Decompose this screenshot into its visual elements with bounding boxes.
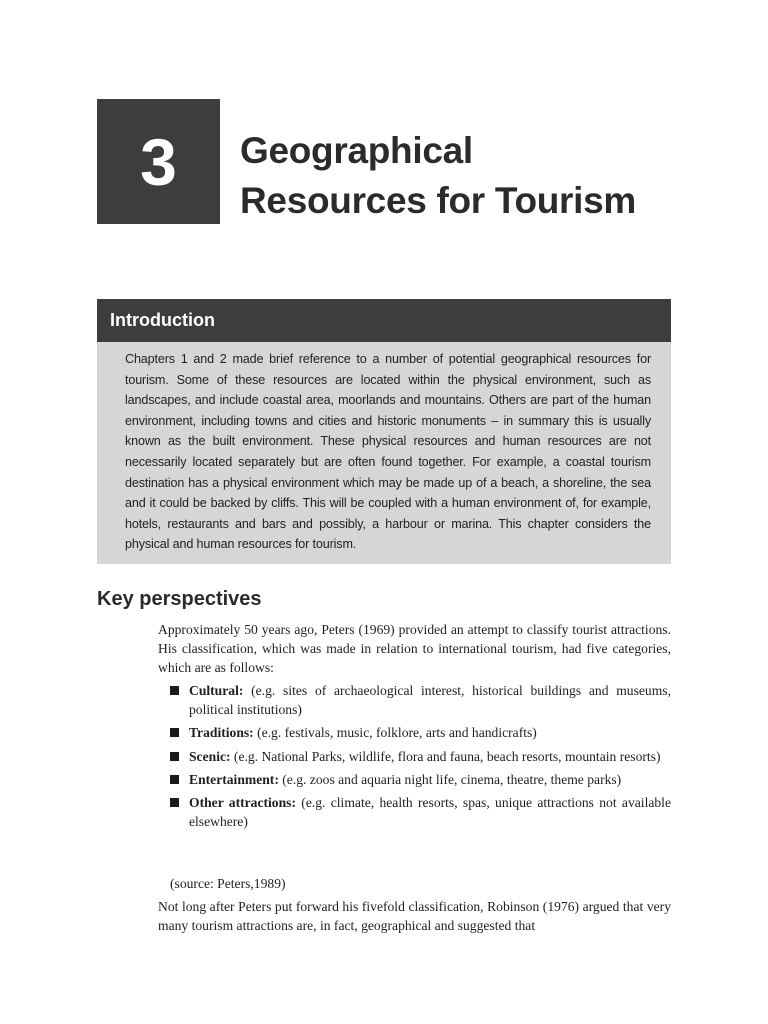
square-bullet-icon xyxy=(170,775,179,784)
category-term: Traditions: xyxy=(189,725,254,741)
chapter-title xyxy=(240,126,710,226)
square-bullet-icon xyxy=(170,686,179,695)
category-term: Other attractions: xyxy=(189,795,296,811)
category-description: (e.g. National Parks, wildlife, flora and fauna, beach resorts, mountain resorts) xyxy=(230,748,661,764)
category-term: Entertainment: xyxy=(189,771,279,787)
list-item-traditions xyxy=(170,723,671,742)
category-term: Cultural: xyxy=(189,683,244,698)
peters-intro-paragraph: Approximately 50 years ago, Peters (1969) provided an attempt to classify tourist attractions. His classification, which was made in relation to international tourism, had five categories, which are as follows: xyxy=(158,622,671,676)
robinson-paragraph: Not long after Peters put forward his fivefold classification, Robinson (1976) argued that very many tourism attractions are, in fact, geographical and suggested that xyxy=(158,899,671,934)
square-bullet-icon xyxy=(170,728,179,737)
square-bullet-icon xyxy=(170,798,179,807)
key-perspectives-heading: Key perspectives xyxy=(97,588,262,610)
category-description: (e.g. climate, health resorts, spas, unique attractions not available elsewhere) xyxy=(189,795,671,830)
category-term: Scenic: xyxy=(189,748,231,764)
attraction-category-list xyxy=(170,681,671,835)
introduction-text: Chapters 1 and 2 made brief reference to a number of potential geographical resources for tourism. Some of these resources are located within the physical environment, such as landscapes, and include coastal area, moorlands and mountains. Others are part of the human environment, including towns and cities and historic monuments – in summary this is usually known as the built environment. These physical resources and human resources are not necessarily located separately but are often found together. For example, a coastal tourism destination has a physical environment which may be made up of a beach, a shoreline, the sea and it could be backed by cliffs. This will be coupled with a human environment of, for example, hotels, restaurants and bars and possibly, a harbour or marina. This chapter considers the physical and human resources for tourism. xyxy=(97,342,671,564)
chapter-title-line-1: Geographical xyxy=(240,130,473,171)
chapter-number: 3 xyxy=(140,124,177,199)
list-item-entertainment xyxy=(170,770,671,789)
chapter-title-line-2: Resources for Tourism xyxy=(240,180,637,221)
square-bullet-icon xyxy=(170,752,179,761)
category-description: (e.g. zoos and aquaria night life, cinema, theatre, theme parks) xyxy=(278,771,622,787)
source-citation: (source: Peters,1989) xyxy=(170,876,286,891)
category-description: (e.g. sites of archaeological interest, historical buildings and museums, political institutions) xyxy=(189,683,671,718)
introduction-heading: Introduction xyxy=(97,299,671,342)
list-item-other-attractions xyxy=(170,793,671,831)
list-item-scenic xyxy=(170,747,671,766)
list-item-cultural xyxy=(170,681,671,719)
category-description: (e.g. festivals, music, folklore, arts and handicrafts) xyxy=(253,725,537,741)
chapter-number-box xyxy=(97,99,220,224)
